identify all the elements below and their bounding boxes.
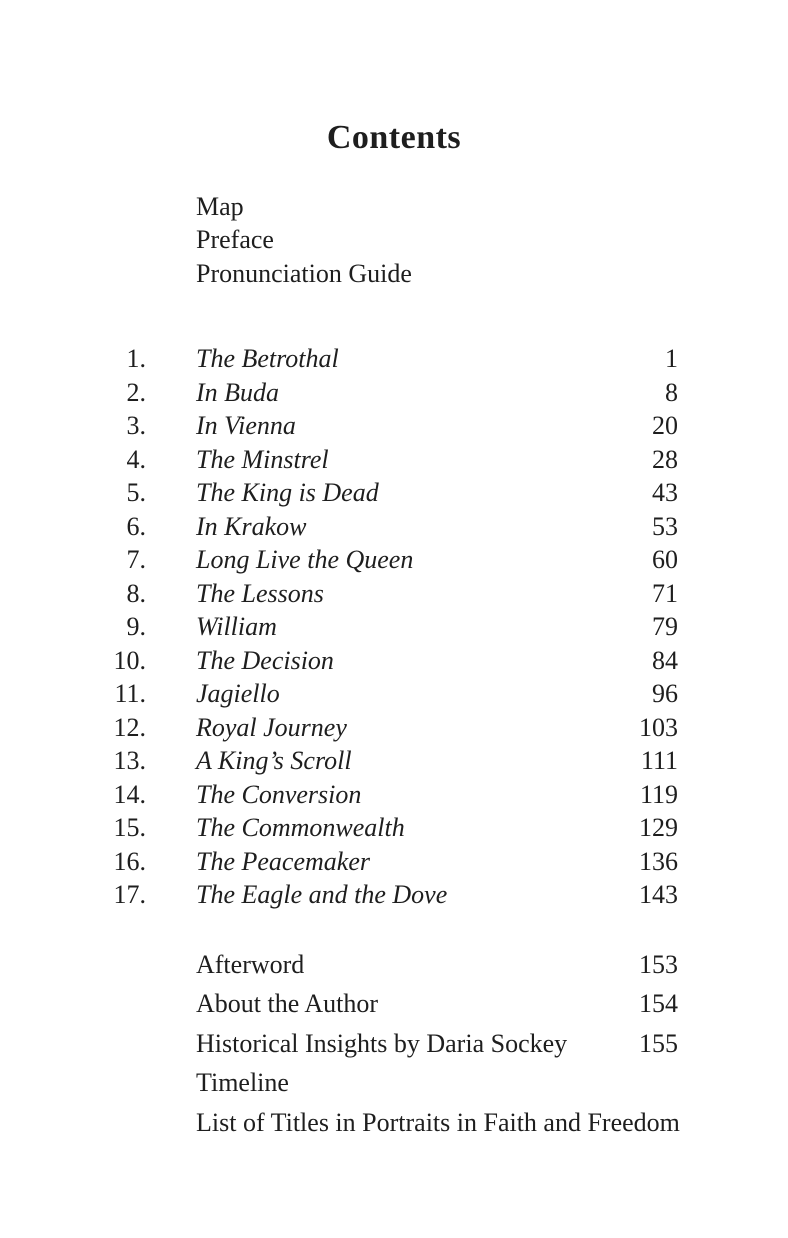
chapter-number: 4. [126, 444, 146, 474]
chapter-title: The Eagle and the Dove [196, 880, 448, 910]
chapter-row [100, 577, 678, 611]
chapter-number: 5. [126, 478, 146, 508]
chapter-page-number: 79 [652, 612, 678, 642]
chapter-title: The Betrothal [196, 344, 339, 374]
chapter-row [100, 711, 678, 745]
chapter-page-number: 53 [652, 511, 678, 541]
back-matter-row [100, 984, 678, 1024]
chapter-row [100, 610, 678, 644]
chapter-title: A King’s Scroll [196, 746, 352, 776]
chapter-title: The King is Dead [196, 478, 379, 508]
chapter-title: In Vienna [196, 411, 296, 441]
chapter-title: The Minstrel [196, 444, 329, 474]
back-matter-row [100, 1024, 678, 1064]
chapter-row [100, 778, 678, 812]
chapter-page-number: 20 [652, 411, 678, 441]
back-matter-row [100, 945, 678, 985]
chapter-number: 11. [114, 679, 146, 709]
entry-page-number: 154 [639, 989, 678, 1019]
chapter-number: 12. [113, 712, 146, 742]
chapter-page-number: 111 [640, 746, 678, 776]
entry-label: Preface [196, 225, 274, 255]
back-matter-section [100, 945, 678, 1143]
front-matter-row [100, 223, 678, 257]
chapter-title: Royal Journey [196, 712, 347, 742]
chapter-page-number: 136 [639, 846, 678, 876]
chapter-page-number: 60 [652, 545, 678, 575]
chapter-number: 14. [113, 779, 146, 809]
entry-label: List of Titles in Portraits in Faith and Freedom [196, 1107, 680, 1137]
front-matter-section [100, 190, 678, 291]
chapter-page-number: 103 [639, 712, 678, 742]
entry-label: Pronunciation Guide [196, 258, 412, 288]
chapter-page-number: 129 [639, 813, 678, 843]
chapter-number: 3. [126, 411, 146, 441]
chapter-page-number: 43 [652, 478, 678, 508]
chapter-title: The Commonwealth [196, 813, 405, 843]
chapter-row [100, 878, 678, 912]
chapter-number: 8. [126, 578, 146, 608]
table-of-contents [100, 190, 678, 1143]
chapter-page-number: 84 [652, 645, 678, 675]
chapter-number: 9. [126, 612, 146, 642]
chapter-number: 15. [113, 813, 146, 843]
chapter-title: William [196, 612, 277, 642]
entry-label: Map [196, 191, 244, 221]
entry-label: Timeline [196, 1068, 289, 1098]
back-matter-row [100, 1063, 678, 1103]
chapters-section [100, 342, 678, 912]
chapter-number: 7. [126, 545, 146, 575]
chapter-title: The Decision [196, 645, 334, 675]
chapter-title: The Peacemaker [196, 846, 370, 876]
chapter-title: The Conversion [196, 779, 362, 809]
chapter-title: In Krakow [196, 511, 307, 541]
front-matter-row [100, 257, 678, 291]
chapter-number: 6. [126, 511, 146, 541]
chapter-page-number: 8 [665, 377, 678, 407]
chapter-page-number: 96 [652, 679, 678, 709]
chapter-row [100, 543, 678, 577]
page-title: Contents [326, 119, 462, 156]
entry-label: Afterword [196, 949, 305, 979]
entry-page-number: 155 [639, 1028, 678, 1058]
chapter-row [100, 409, 678, 443]
chapter-row [100, 510, 678, 544]
chapter-row [100, 443, 678, 477]
chapter-row [100, 644, 678, 678]
entry-page-number: 153 [639, 949, 678, 979]
front-matter-row [100, 190, 678, 224]
chapter-row [100, 811, 678, 845]
entry-label: About the Author [196, 989, 378, 1019]
chapter-number: 16. [113, 846, 146, 876]
chapter-page-number: 71 [652, 578, 678, 608]
chapter-row [100, 677, 678, 711]
chapter-row [100, 845, 678, 879]
chapter-title: The Lessons [196, 578, 324, 608]
chapter-number: 17. [113, 880, 146, 910]
chapter-row [100, 744, 678, 778]
entry-label: Historical Insights by Daria Sockey [196, 1028, 568, 1058]
chapter-page-number: 119 [639, 779, 678, 809]
back-matter-row [100, 1103, 678, 1143]
chapter-page-number: 143 [639, 880, 678, 910]
chapter-page-number: 1 [665, 344, 678, 374]
chapter-number: 10. [113, 645, 146, 675]
chapter-title: In Buda [196, 377, 280, 407]
chapter-number: 2. [126, 377, 146, 407]
chapter-title: Long Live the Queen [196, 545, 414, 575]
chapter-row [100, 476, 678, 510]
chapter-number: 1. [126, 344, 146, 374]
chapter-row [100, 376, 678, 410]
chapter-title: Jagiello [196, 679, 280, 709]
chapter-row [100, 342, 678, 376]
chapter-number: 13. [113, 746, 146, 776]
chapter-page-number: 28 [652, 444, 678, 474]
